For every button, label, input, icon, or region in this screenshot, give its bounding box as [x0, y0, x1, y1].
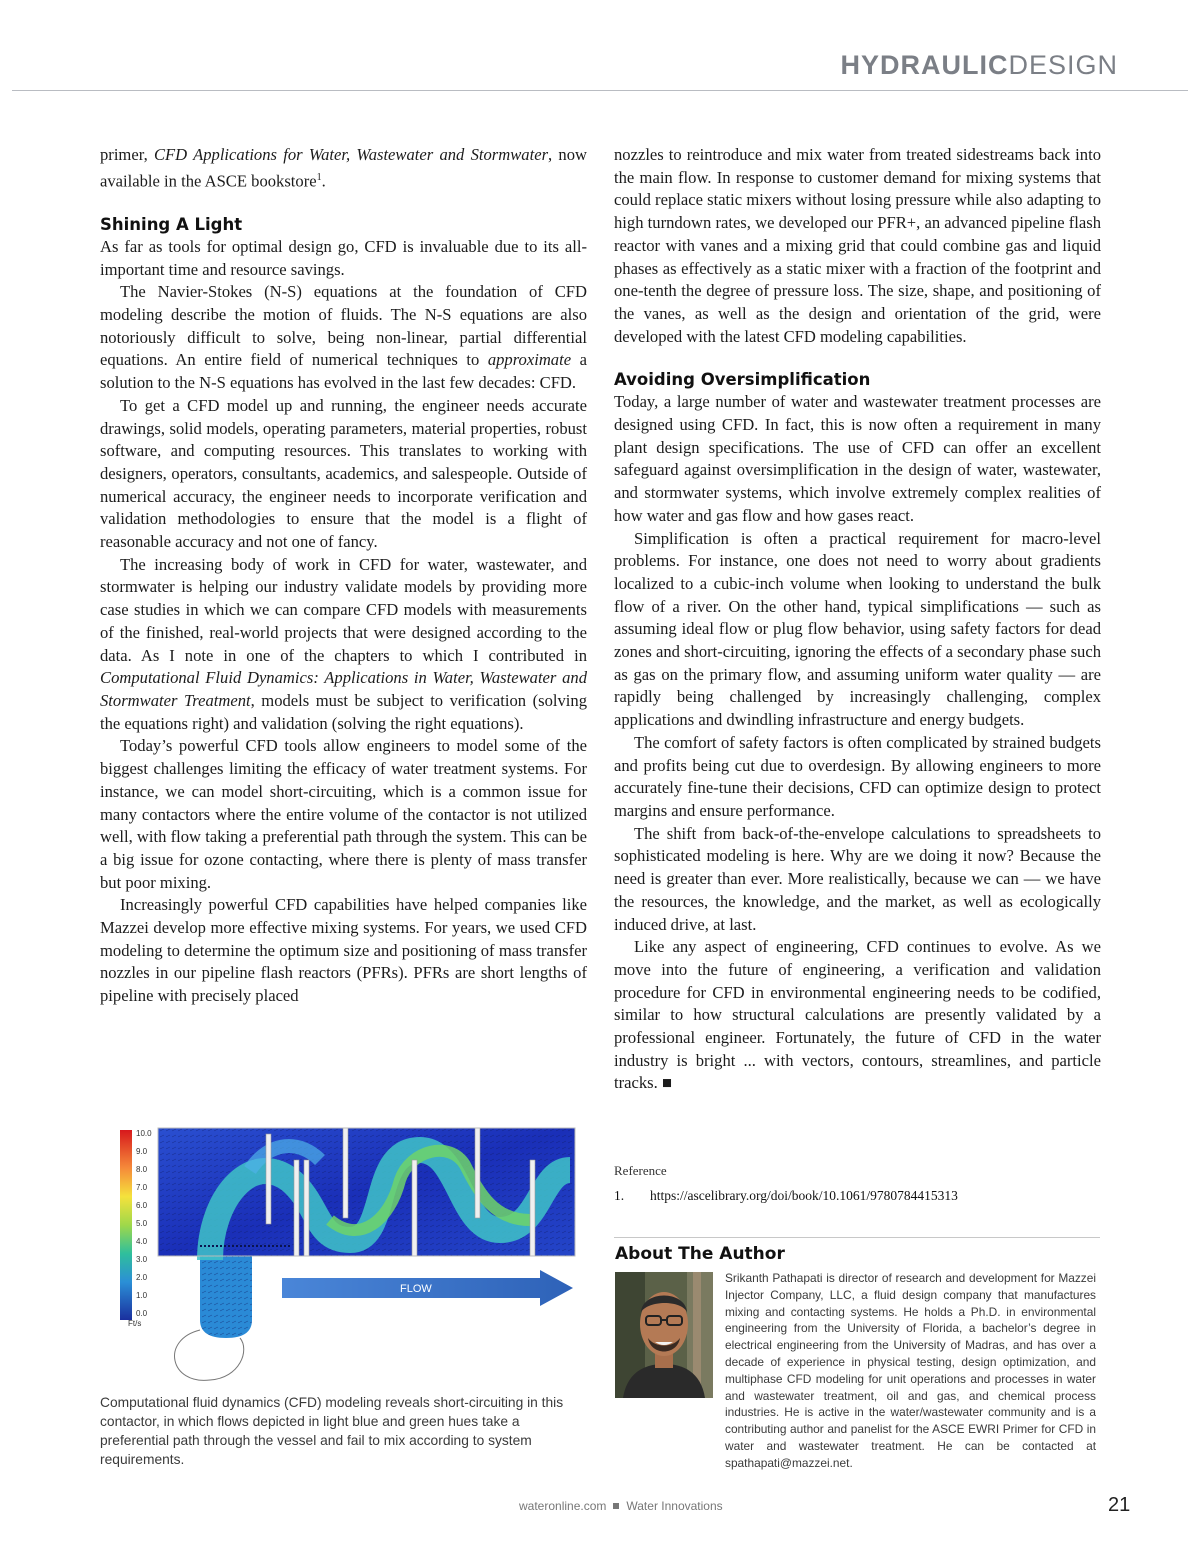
footer-separator — [613, 1503, 619, 1509]
heading-shining-a-light: Shining A Light — [100, 214, 243, 234]
paragraph: The Navier-Stokes (N-S) equations at the foundation of CFD modeling describe the motion of fluids. The N-S equations are also notoriously difficult to solve, being non-linear, partial differential equations. An entire field of numerical techniques to approximate a solution to the N-S equations has evolved in the last few decades: CFD. — [100, 282, 588, 393]
scale-tick-label: 9.0 — [136, 1147, 148, 1156]
flow-label: FLOW — [400, 1283, 432, 1295]
scale-tick-label: 0.0 — [136, 1309, 148, 1318]
end-mark: ■ — [661, 1073, 672, 1093]
baffle — [304, 1160, 309, 1256]
baffle — [412, 1160, 417, 1256]
scale-tick-label: 3.0 — [136, 1255, 148, 1264]
reference-item: 1. https://ascelibrary.org/doi/book/10.1061/9780784415313 — [614, 1188, 958, 1203]
paragraph: Today, a large number of water and wastewater treatment processes are designed using CFD. In fact, this is now often a requirement in many plant design specifications. The use of CFD can offer an excellent safeguard against oversimplification in the design of water, wastewater, and stormwater systems, which involve extremely complex realities of how water and gas flow and how gases react. — [614, 392, 1101, 525]
scale-tick-label: 5.0 — [136, 1219, 148, 1228]
scale-tick-label: 7.0 — [136, 1183, 148, 1192]
cfd-figure — [100, 1110, 587, 1392]
paragraph: As far as tools for optimal design go, CFD is invaluable due to its all-important time and resource savings. — [100, 236, 587, 279]
baffle — [530, 1160, 535, 1256]
right-column — [614, 144, 1101, 1095]
about-author-heading: About The Author — [615, 1244, 785, 1264]
paragraph: The shift from back-of-the-envelope calculations to spreadsheets to sophisticated modeling is here. Why are we doing it now? Because the need is greater than ever. More realistically, because we can — we have the resources, the knowledge, and the market, as well as ecologically induced drive, at last. — [614, 823, 1101, 934]
author-photo — [615, 1272, 713, 1398]
author-bio: Srikanth Pathapati is director of research and development for Mazzei Injector Company, LLC, a fluid design company that manufactures mixing and contacting systems. He holds a Ph.D. in environmental engineering from the University of Florida, a bachelor’s degree in electrical engineering from the University of Madras, and has over a decade of experience in physical testing, design optimization, and multiphase CFD modeling for unit operations and processes in water and wastewater treatment, oil and gas, and chemical process industries. He is active in the water/wastewater community and is a contributing author and panelist for the ASCE EWRI Primer for CFD in water and wastewater treatment. He can be contacted at spathapati@mazzei.net. — [725, 1271, 1096, 1470]
scale-tick-label: 10.0 — [136, 1129, 152, 1138]
velocity-color-scale — [120, 1130, 132, 1320]
scale-tick-label: 8.0 — [136, 1165, 148, 1174]
scale-tick-label: 4.0 — [136, 1237, 148, 1246]
scale-unit: Ft/s — [128, 1319, 142, 1328]
baffle — [343, 1128, 348, 1218]
page-number: 21 — [1108, 1494, 1131, 1516]
page-footer — [0, 1494, 1200, 1518]
heading-avoiding-oversimplification: Avoiding Oversimplification — [614, 370, 871, 390]
paragraph: The comfort of safety factors is often complicated by strained budgets and profits being cut due to overdesign. By allowing engineers to more accurately fine-tune their decisions, CFD can optimize design to protect margins and ensure performance. — [614, 732, 1101, 820]
paragraph: Like any aspect of engineering, CFD continues to evolve. As we move into the future of engineering, a verification and validation procedure for CFD in environmental engineering needs to be codified, similar to how structural calculations are presently validated by a professional engineer. Fortunately, the future of CFD in the water industry is bright ... with vectors, contours, streamlines, and particle tracks. ■ — [614, 937, 1101, 1093]
paragraph: Simplification is often a practical requirement for macro-level problems. For instance, one does not need to worry about gradients localized to a cubic-inch volume when looking to understand the bulk flow of a river. On the other hand, typical simplifications — such as assuming ideal flow or plug flow behavior, using safety factors for dead zones and short-circuiting, ignoring the effects of a secondary phase such as gas on the primary flow, and assuming uniform water quality — are rapidly being challenged by increasingly challenging, complex applications and dwindling infrastructure and energy budgets. — [614, 528, 1101, 730]
scale-tick-label: 2.0 — [136, 1273, 148, 1282]
baffle — [266, 1134, 271, 1224]
baffle — [294, 1160, 299, 1256]
footer-site-link[interactable]: wateronline.com — [519, 1499, 607, 1513]
figure-caption: Computational fluid dynamics (CFD) modeling reveals short-circuiting in this contactor, in which flows depicted in light blue and green hues take a preferential path through the vessel and fail to mix according to system requirements. — [100, 1395, 564, 1467]
section-title: HYDRAULICDESIGN — [840, 50, 1118, 80]
baffle — [475, 1128, 480, 1218]
reference-heading: Reference — [614, 1163, 667, 1178]
reference-link[interactable]: https://ascelibrary.org/doi/book/10.1061/9780784415313 — [650, 1188, 958, 1203]
paragraph: Increasingly powerful CFD capabilities have helped companies like Mazzei develop more effective mixing systems. For years, we used CFD modeling to determine the optimum size and positioning of mass transfer nozzles in our pipeline flash reactors (PFRs). PFRs are short lengths of pipeline with precisely placed — [100, 895, 587, 1006]
paragraph: To get a CFD model up and running, the engineer needs accurate drawings, solid models, operating parameters, material properties, robust software, and computing resources. This translates to working with designers, operators, consultants, academics, and salespeople. Outside of numerical accuracy, the engineer needs to incorporate verification and validation methodologies to ensure that the model is a flight of reasonable accuracy and not one of fancy. — [100, 395, 587, 552]
paragraph: The increasing body of work in CFD for water, wastewater, and stormwater is helping our industry validate models by providing more case studies in which we can compare CFD models with measurements of the finished, real-world projects that were designed according to the data. As I note in one of the chapters to which I contributed in Computational Fluid Dynamics: Applications in Water, Wastewater and Stormwater Treatment, models must be subject to verification (solving the equations right) and validation (solving the right equations). — [100, 554, 587, 733]
cfd-velocity-plot — [100, 1110, 587, 1392]
intro-paragraph: primer, CFD Applications for Water, Wastewater and Stormwater, now available in the ASCE bookstore$^1$. — [100, 145, 588, 191]
paragraph: Today’s powerful CFD tools allow engineers to model some of the biggest challenges limiting the efficacy of water treatment systems. For instance, we can model short-circuiting, which is a common issue for many contactors where the entire volume of the contactor is not utilized well, with flow taking a preferential path through the system. This can be a big issue for ozone contacting, where there is plenty of mass transfer but poor mixing. — [100, 736, 587, 892]
footer-publication — [519, 1499, 723, 1513]
left-column — [100, 144, 587, 1008]
author-divider — [614, 1237, 1100, 1238]
scale-tick-label: 1.0 — [136, 1291, 148, 1300]
paragraph: nozzles to reintroduce and mix water from treated sidestreams back into the main flow. In response to customer demand for mixing systems that could replace static mixers without losing pressure while also adapting to high turndown rates, we developed our PFR+, an advanced pipeline flash reactor with vanes and a mixing grid that could combine gas and liquid phases as effectively as a static mixer with a fraction of the footprint and one-tenth the degree of pressure loss. The size, shape, and positioning of the vanes, as well as the design and orientation of the grid, were developed with the latest CFD modeling capabilities. — [614, 145, 1101, 346]
page-header — [0, 0, 1200, 92]
footer-publication-name: Water Innovations — [626, 1499, 723, 1513]
scale-tick-label: 6.0 — [136, 1201, 148, 1210]
header-divider — [12, 90, 1188, 91]
